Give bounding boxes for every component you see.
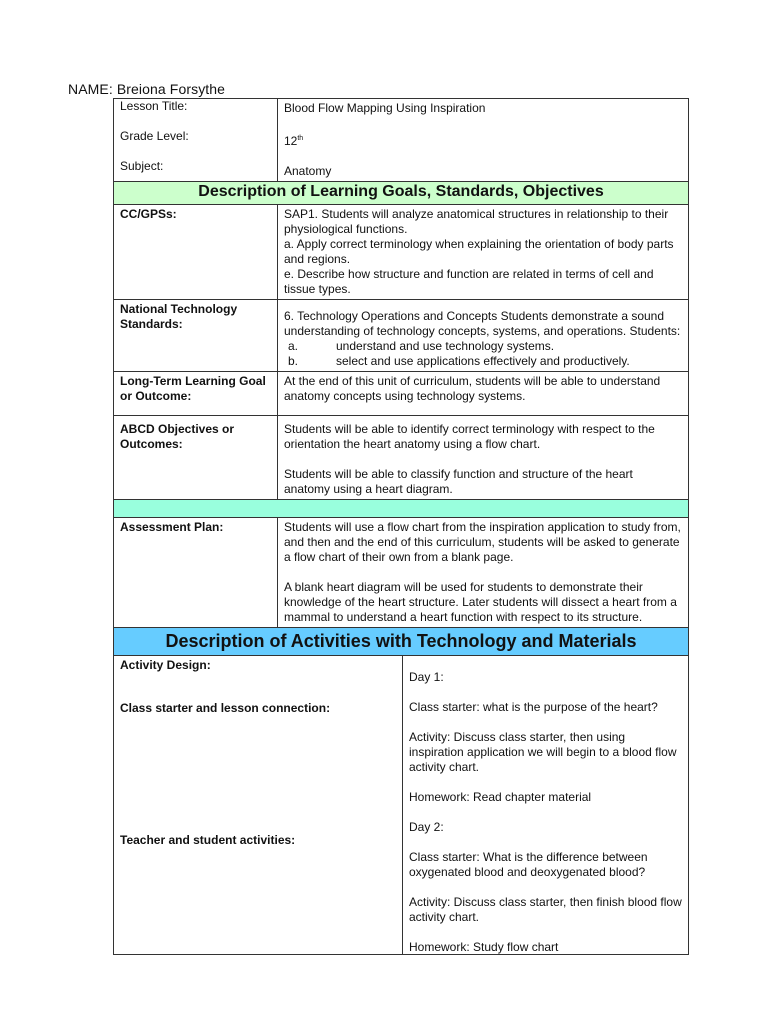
ccgps-row [114, 205, 688, 300]
day2-homework: Homework: Study flow chart [409, 940, 559, 954]
long-term-label: Long-Term Learning Goal or Outcome: [114, 372, 278, 415]
info-labels [114, 99, 278, 181]
nts-row [114, 300, 688, 372]
subject-label: Subject: [120, 159, 164, 173]
abcd-label: ABCD Objectives or Outcomes: [114, 416, 278, 499]
day2-label: Day 2: [409, 820, 444, 834]
info-row [114, 99, 688, 182]
teacher-activities-label: Teacher and student activities: [120, 833, 296, 847]
spacer [284, 452, 682, 467]
ccgps-line2: a. Apply correct terminology when explaining the orientation of body parts and regions. [284, 237, 674, 266]
day1-label: Day 1: [409, 670, 444, 684]
name-value: Breiona Forsythe [116, 81, 226, 97]
long-term-text: At the end of this unit of curriculum, students will be able to understand anatomy concepts using technology systems. [284, 374, 661, 403]
info-values [278, 99, 688, 181]
lesson-plan-table [113, 98, 689, 955]
name-line [68, 81, 225, 97]
lesson-title-value: Blood Flow Mapping Using Inspiration [284, 101, 486, 115]
day2-starter: Class starter: What is the difference between oxygenated blood and deoxygenated blood? [409, 850, 648, 879]
day1-activity: Activity: Discuss class starter, then using inspiration application we will begin to a blood flow activity chart. [409, 730, 677, 774]
nts-intro: 6. Technology Operations and Concepts Students demonstrate a sound understanding of technology concepts, systems, and operations. Students: [284, 309, 681, 338]
nts-item-text: select and use applications effectively and productively. [336, 354, 630, 368]
grade-label: Grade Level: [120, 129, 189, 143]
activity-left [114, 656, 403, 954]
spacer [284, 565, 682, 580]
abcd-p2: Students will be able to classify function and structure of the heart anatomy using a heart diagram. [284, 467, 633, 496]
activity-row [114, 656, 688, 954]
grade-value-wrap [284, 131, 682, 149]
nts-item-marker: a. [288, 339, 299, 353]
day2-activity: Activity: Discuss class starter, then finish blood flow activity chart. [409, 895, 682, 924]
activity-design-label: Activity Design: [120, 658, 211, 672]
ccgps-line1: SAP1. Students will analyze anatomical structures in relationship to their physiological functions. [284, 207, 669, 236]
assessment-p1: Students will use a flow chart from the inspiration application to study from, and then and the end of this curriculum, students will be asked to generate a flow chart of their own from a blank page. [284, 520, 681, 564]
activities-banner: Description of Activities with Technology and Materials [114, 628, 688, 656]
assessment-label: Assessment Plan: [114, 518, 278, 627]
ccgps-content [278, 205, 688, 299]
nts-item [284, 339, 682, 354]
ccgps-label: CC/GPSs: [114, 205, 278, 299]
abcd-row [114, 416, 688, 500]
nts-list [284, 339, 682, 369]
goals-banner: Description of Learning Goals, Standards, Objectives [114, 182, 688, 205]
day1-starter: Class starter: what is the purpose of the heart? [409, 700, 658, 714]
nts-item-text: understand and use technology systems. [336, 339, 555, 353]
nts-label: National Technology Standards: [114, 300, 278, 371]
assessment-p2: A blank heart diagram will be used for students to demonstrate their knowledge of the heart structure. Later students will dissect a heart from a mammal to understand a heart function with respect to its structure. [284, 580, 677, 624]
abcd-p1: Students will be able to identify correct terminology with respect to the orientation the heart anatomy using a flow chart. [284, 422, 655, 451]
activity-right [403, 656, 688, 954]
grade-value: 12 [284, 134, 298, 148]
long-term-row [114, 372, 688, 416]
day1-homework: Homework: Read chapter material [409, 790, 592, 804]
lesson-title-label: Lesson Title: [120, 99, 188, 113]
class-starter-label: Class starter and lesson connection: [120, 701, 331, 715]
assessment-row [114, 518, 688, 628]
assessment-content [278, 518, 688, 627]
abcd-content [278, 416, 688, 499]
spacer-banner [114, 500, 688, 518]
grade-suffix: th [297, 135, 304, 142]
nts-content [278, 300, 688, 371]
subject-value: Anatomy [284, 164, 332, 178]
nts-item [284, 354, 682, 369]
nts-item-marker: b. [288, 354, 299, 368]
ccgps-line3: e. Describe how structure and function are related in terms of cell and tissue types. [284, 267, 654, 296]
name-label: NAME: [68, 81, 113, 97]
